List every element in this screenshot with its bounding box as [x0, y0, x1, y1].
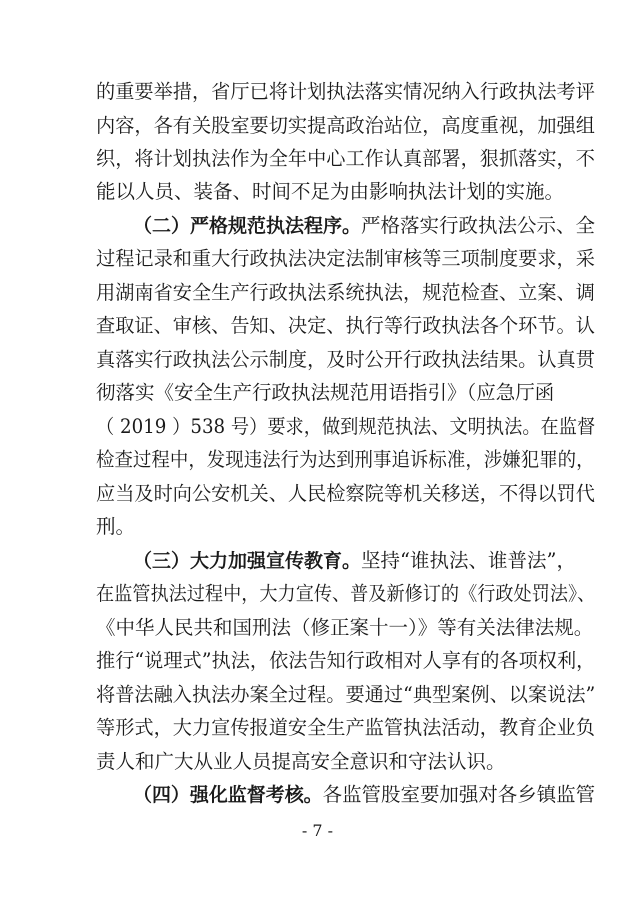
section-text: 各监管股室要加强对各乡镇监管 [322, 783, 596, 806]
section-heading-2: （二）严格规范执法程序。 [133, 214, 362, 237]
body-text-line: 内容，各有关股室要切实提高政治站位，高度重视，加强组 [96, 113, 595, 137]
body-text-line: 应当及时向公安机关、人民检察院等机关移送，不得以罚代 [96, 481, 595, 505]
page-number: - 7 - [301, 821, 334, 840]
section-paragraph-line [133, 213, 595, 239]
body-text-line: 查取证、审核、告知、决定、执行等行政执法各个环节。认 [96, 314, 595, 338]
body-text-line: 将普法融入执法办案全过程。要通过“典型案例、以案说法” [96, 682, 596, 706]
body-text-line: （ 2019 ）538 号）要求，做到规范执法、文明执法。在监督 [96, 414, 596, 438]
body-text-line: 推行“说理式”执法，依法告知行政相对人享有的各项权利， [96, 649, 596, 673]
body-text-line: 《中华人民共和国刑法（修正案十一）》等有关法律法规。 [96, 615, 594, 639]
body-text-line: 的重要举措，省厅已将计划执法落实情况纳入行政执法考评 [96, 80, 595, 103]
section-heading-4: （四）强化监督考核。 [133, 784, 323, 806]
body-text-line: 在监管执法过程中，大力宣传、普及新修订的《行政处罚法》、 [96, 582, 596, 606]
body-text-line: 责人和广大从业人员提高安全意识和守法认识。 [96, 749, 506, 773]
body-text-line: 真落实行政执法公示制度，及时公开行政执法结果。认真贯 [96, 347, 595, 371]
body-text-line: 用湖南省安全生产行政执法系统执法，规范检查、立案、调 [96, 280, 595, 304]
section-heading-3: （三）大力加强宣传教育。 [133, 549, 362, 572]
section-text: 坚持“谁执法、谁普法”， [361, 548, 576, 572]
body-text-line: 刑。 [96, 515, 136, 539]
section-text: 严格落实行政执法公示、全 [361, 213, 596, 237]
body-text-line: 等形式，大力宣传报道安全生产监管执法活动，教育企业负 [96, 716, 595, 739]
section-paragraph-line [133, 548, 576, 574]
body-text-line: 能以人员、装备、时间不足为由影响执法计划的实施。 [96, 180, 565, 204]
body-text-line: 织，将计划执法作为全年中心工作认真部署，狠抓落实，不 [96, 147, 595, 170]
body-text-line: 检查过程中，发现违法行为达到刑事追诉标准，涉嫌犯罪的， [96, 448, 595, 472]
section-paragraph-line [133, 782, 595, 808]
body-text-line: 过程记录和重大行政执法决定法制审核等三项制度要求，采 [96, 247, 595, 271]
body-text-line: 彻落实《安全生产行政执法规范用语指引》（应急厅函 [96, 381, 555, 405]
